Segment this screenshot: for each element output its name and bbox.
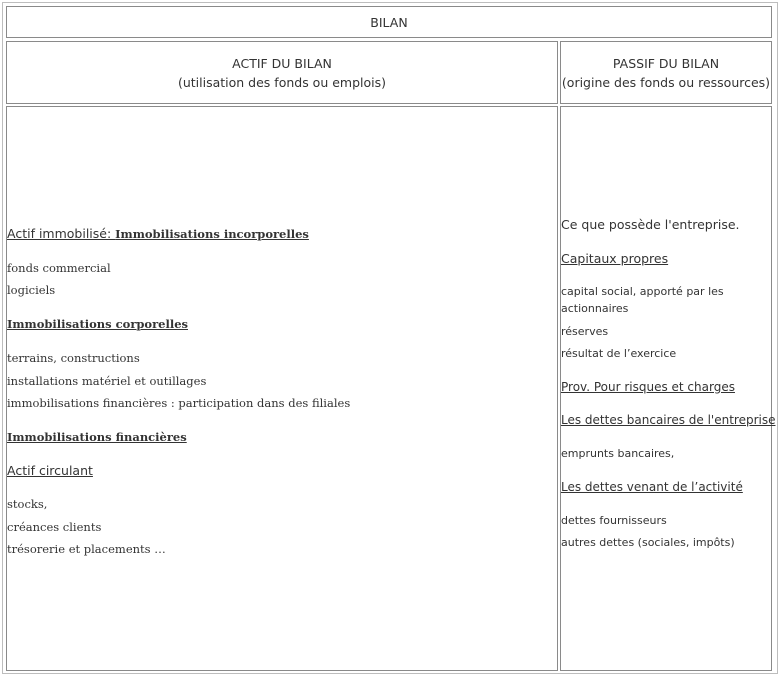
passif-subheading: (origine des fonds ou ressources) (561, 75, 771, 90)
actif-section-immobilise (7, 226, 309, 242)
page-title: BILAN (370, 15, 408, 30)
actif-subheading: (utilisation des fonds ou emplois) (177, 75, 387, 90)
actif-circulant-title: Actif circulant (7, 463, 93, 478)
list-item: actionnaires (561, 302, 629, 315)
list-item: installations matériel et outillages (7, 374, 207, 388)
list-item: capital social, apporté par les (561, 285, 724, 298)
actif-body-cell (6, 106, 558, 671)
list-item: logiciels (7, 283, 56, 297)
actif-immobilise-label: Actif immobilisé: (7, 226, 116, 241)
immobilisations-financieres-title: Immobilisations financières (7, 430, 187, 444)
list-item: emprunts bancaires, (561, 447, 675, 460)
immobilisations-incorporelles-title: Immobilisations incorporelles (115, 227, 309, 241)
list-item: réserves (561, 325, 609, 338)
provisions-title: Prov. Pour risques et charges (561, 380, 735, 394)
list-item: stocks, (7, 497, 48, 511)
list-item: résultat de l’exercice (561, 347, 677, 360)
list-item: trésorerie et placements … (7, 542, 166, 556)
list-item: immobilisations financières : participation dans des filiales (7, 396, 351, 410)
dettes-activite-title: Les dettes venant de l’activité (561, 480, 743, 494)
list-item: terrains, constructions (7, 351, 140, 365)
actif-header-cell (6, 41, 558, 104)
list-item: fonds commercial (7, 261, 111, 275)
list-item: dettes fournisseurs (561, 514, 667, 527)
immobilisations-corporelles-title: Immobilisations corporelles (7, 317, 188, 331)
capitaux-propres-title: Capitaux propres (561, 251, 669, 266)
actif-heading: ACTIF DU BILAN (232, 56, 332, 71)
passif-header-cell (560, 41, 772, 104)
list-item: autres dettes (sociales, impôts) (561, 536, 735, 549)
title-cell (6, 6, 772, 38)
list-item: créances clients (7, 520, 102, 534)
passif-intro: Ce que possède l'entreprise. (561, 217, 740, 232)
dettes-bancaires-title: Les dettes bancaires de l'entreprise (561, 413, 776, 427)
passif-heading: PASSIF DU BILAN (612, 56, 720, 71)
